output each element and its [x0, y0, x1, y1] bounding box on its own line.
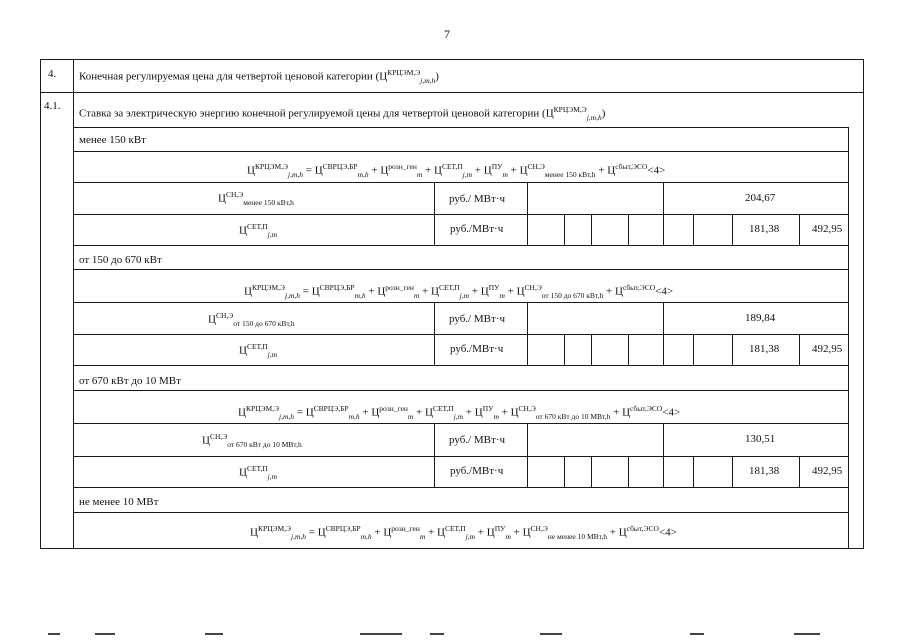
- component-label: $Ц^{СЕТ,П}_{j,m}$: [239, 342, 278, 359]
- unit-label: руб./МВт·ч: [450, 465, 504, 477]
- value-cell: 492,95: [812, 223, 843, 235]
- value-cell: 492,95: [812, 465, 843, 477]
- value-cell: 204,67: [745, 192, 776, 204]
- component-label: $Ц^{СН,Э}_{от 670 кВт до 10 МВт,h}$: [202, 432, 302, 449]
- formula: $Ц^{КРЦЭМ,Э}_{j,m,h} = Ц^{СВРЦЭ,БР}_{m,h} + Ц^{розн\_ген}_m + Ц^{СЕТ,П}_{j,m} + Ц^{ПУ}_m + Ц^{СН,Э}_{от 150 до 670 кВт,h} + Ц^{сбыт,ЭСО}<4>$: [244, 283, 674, 300]
- value-cell: 189,84: [745, 312, 776, 324]
- section-title: от 670 кВт до 10 МВт: [79, 375, 181, 387]
- unit-label: руб./ МВт·ч: [449, 313, 505, 325]
- unit-label: руб./ МВт·ч: [449, 434, 505, 446]
- component-label: $Ц^{СЕТ,П}_{j,m}$: [239, 464, 278, 481]
- page-number: 7: [444, 27, 450, 41]
- formula: $Ц^{КРЦЭМ,Э}_{j,m,h} = Ц^{СВРЦЭ,БР}_{m,h} + Ц^{розн\_ген}_m + Ц^{СЕТ,П}_{j,m} + Ц^{ПУ}_m + Ц^{СН,Э}_{менее 150 кВт,h} + Ц^{сбыт,ЭСО}<4>$: [247, 162, 666, 179]
- formula: $Ц^{КРЦЭМ,Э}_{j,m,h} = Ц^{СВРЦЭ,БР}_{m,h} + Ц^{розн\_ген}_m + Ц^{СЕТ,П}_{j,m} + Ц^{ПУ}_m + Ц^{СН,Э}_{от 670 кВт до 10 МВт,h} + Ц^{сбыт,ЭСО}<4>$: [238, 404, 681, 421]
- row-number: 4.1.: [44, 100, 61, 112]
- section-title: менее 150 кВт: [79, 134, 146, 146]
- value-cell: 130,51: [745, 433, 776, 445]
- row-4-1-title: Ставка за электрическую энергию конечной регулируемой цены для четвертой ценовой категории $(Ц^{КРЦЭМ,Э}_{j,m,h})$: [79, 105, 606, 122]
- row-number: 4.: [48, 68, 57, 80]
- component-label: $Ц^{СН,Э}_{менее 150 кВт,h}$: [218, 190, 294, 207]
- value-cell: 181,38: [749, 223, 780, 235]
- component-label: $Ц^{СЕТ,П}_{j,m}$: [239, 222, 278, 239]
- section-title: не менее 10 МВт: [79, 496, 159, 508]
- component-label: $Ц^{СН,Э}_{от 150 до 670 кВт,h}$: [208, 311, 295, 328]
- section-title: от 150 до 670 кВт: [79, 254, 162, 266]
- value-cell: 181,38: [749, 343, 780, 355]
- scan-edge-artifact: [0, 633, 905, 637]
- row-4-title: Конечная регулируемая цена для четвертой ценовой категории $(Ц^{КРЦЭМ,Э}_{j,m,h})$: [79, 68, 439, 85]
- formula: $Ц^{КРЦЭМ,Э}_{j,m,h} = Ц^{СВРЦЭ,БР}_{m,h} + Ц^{розн\_ген}_m + Ц^{СЕТ,П}_{j,m} + Ц^{ПУ}_m + Ц^{СН,Э}_{не менее 10 МВт,h} + Ц^{сбыт,ЭСО}<4>$: [250, 524, 677, 541]
- value-cell: 492,95: [812, 343, 843, 355]
- value-cell: 181,38: [749, 465, 780, 477]
- unit-label: руб./ МВт·ч: [449, 193, 505, 205]
- unit-label: руб./МВт·ч: [450, 343, 504, 355]
- unit-label: руб./МВт·ч: [450, 223, 504, 235]
